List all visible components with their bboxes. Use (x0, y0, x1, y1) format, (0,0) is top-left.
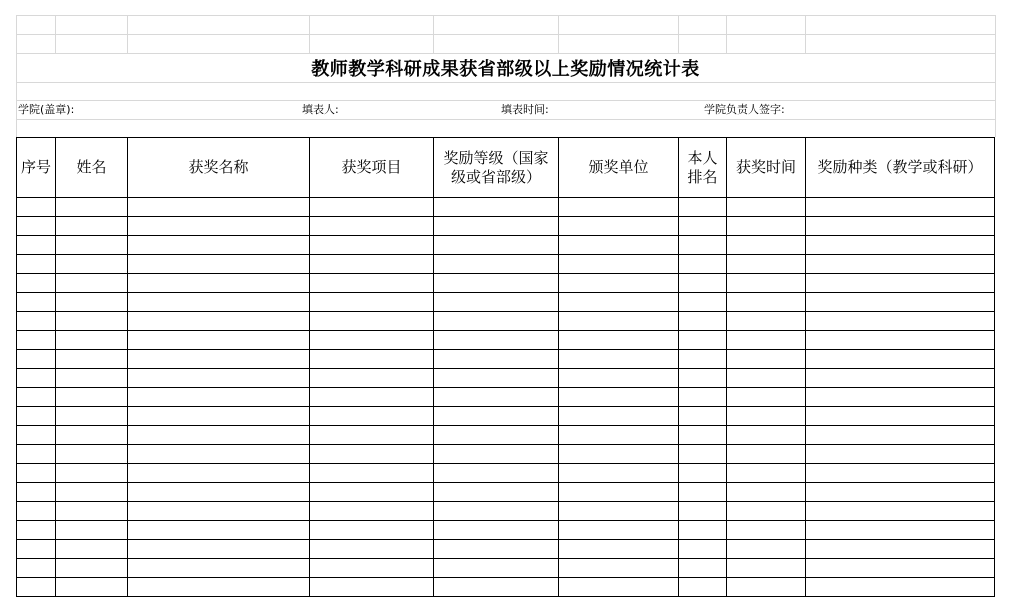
table-cell[interactable] (17, 483, 56, 502)
table-cell[interactable] (679, 312, 727, 331)
table-row (17, 540, 995, 559)
table-cell[interactable] (128, 312, 310, 331)
table-cell[interactable] (806, 236, 995, 255)
table-cell[interactable] (559, 388, 679, 407)
table-cell[interactable] (17, 578, 56, 597)
table-cell[interactable] (559, 521, 679, 540)
table-cell[interactable] (679, 445, 727, 464)
table-cell[interactable] (310, 502, 434, 521)
table-cell[interactable] (434, 559, 559, 578)
table-cell[interactable] (17, 293, 56, 312)
table-cell[interactable] (56, 426, 128, 445)
table-cell[interactable] (310, 540, 434, 559)
head-signature-label: 学院负责人签字: (704, 103, 785, 116)
table-cell[interactable] (310, 445, 434, 464)
table-cell[interactable] (56, 578, 128, 597)
table-cell[interactable] (679, 236, 727, 255)
table-cell[interactable] (559, 293, 679, 312)
table-cell[interactable] (679, 388, 727, 407)
table-cell[interactable] (17, 274, 56, 293)
college-seal-label: 学院(盖章): (18, 103, 75, 116)
table-cell[interactable] (806, 331, 995, 350)
table-cell[interactable] (679, 369, 727, 388)
table-cell[interactable] (727, 483, 806, 502)
table-cell[interactable] (128, 293, 310, 312)
table-cell[interactable] (559, 331, 679, 350)
table-cell[interactable] (434, 293, 559, 312)
table-cell[interactable] (559, 540, 679, 559)
table-cell[interactable] (128, 350, 310, 369)
table-cell[interactable] (806, 312, 995, 331)
table-cell[interactable] (727, 540, 806, 559)
table-cell[interactable] (56, 312, 128, 331)
table-cell[interactable] (56, 274, 128, 293)
table-cell[interactable] (559, 578, 679, 597)
table-cell[interactable] (17, 198, 56, 217)
table-cell[interactable] (310, 350, 434, 369)
table-row (17, 426, 995, 445)
table-cell[interactable] (17, 217, 56, 236)
table-cell[interactable] (727, 350, 806, 369)
table-cell[interactable] (727, 502, 806, 521)
table-row (17, 236, 995, 255)
table-row (17, 502, 995, 521)
table-cell[interactable] (806, 198, 995, 217)
table-cell[interactable] (128, 198, 310, 217)
table-cell[interactable] (727, 464, 806, 483)
table-cell[interactable] (727, 217, 806, 236)
table-cell[interactable] (806, 369, 995, 388)
table-cell[interactable] (56, 407, 128, 426)
table-cell[interactable] (727, 236, 806, 255)
gridline (558, 15, 559, 53)
table-cell[interactable] (310, 483, 434, 502)
table-cell[interactable] (434, 217, 559, 236)
table-cell[interactable] (128, 540, 310, 559)
table-cell[interactable] (56, 293, 128, 312)
col-header-name: 姓名 (56, 138, 128, 198)
gridline (309, 15, 310, 53)
gridline (433, 15, 434, 53)
table-cell[interactable] (727, 312, 806, 331)
table-cell[interactable] (679, 464, 727, 483)
table-cell[interactable] (679, 255, 727, 274)
table-row (17, 293, 995, 312)
table-cell[interactable] (434, 198, 559, 217)
table-cell[interactable] (679, 483, 727, 502)
table-cell[interactable] (679, 198, 727, 217)
table-cell[interactable] (17, 559, 56, 578)
table-cell[interactable] (310, 255, 434, 274)
table-cell[interactable] (559, 369, 679, 388)
table-cell[interactable] (310, 426, 434, 445)
table-cell[interactable] (56, 540, 128, 559)
table-cell[interactable] (806, 388, 995, 407)
filler-label: 填表人: (302, 103, 339, 116)
table-cell[interactable] (434, 426, 559, 445)
table-cell[interactable] (727, 274, 806, 293)
table-cell[interactable] (727, 521, 806, 540)
gridline (16, 119, 995, 120)
table-cell[interactable] (310, 274, 434, 293)
gridline (16, 34, 995, 35)
table-cell[interactable] (434, 274, 559, 293)
table-cell[interactable] (679, 407, 727, 426)
table-cell[interactable] (17, 350, 56, 369)
table-cell[interactable] (559, 255, 679, 274)
table-cell[interactable] (559, 274, 679, 293)
table-cell[interactable] (310, 578, 434, 597)
table-cell[interactable] (56, 236, 128, 255)
table-cell[interactable] (727, 578, 806, 597)
table-cell[interactable] (17, 331, 56, 350)
table-cell[interactable] (559, 236, 679, 255)
table-cell[interactable] (806, 274, 995, 293)
table-row (17, 407, 995, 426)
table-cell[interactable] (56, 350, 128, 369)
table-cell[interactable] (806, 217, 995, 236)
table-cell[interactable] (434, 369, 559, 388)
table-cell[interactable] (128, 255, 310, 274)
table-cell[interactable] (17, 464, 56, 483)
table-cell[interactable] (434, 502, 559, 521)
table-cell[interactable] (727, 559, 806, 578)
table-cell[interactable] (310, 521, 434, 540)
table-cell[interactable] (17, 236, 56, 255)
table-cell[interactable] (434, 464, 559, 483)
table-cell[interactable] (310, 236, 434, 255)
table-row (17, 350, 995, 369)
table-cell[interactable] (727, 426, 806, 445)
table-cell[interactable] (727, 255, 806, 274)
table-cell[interactable] (679, 559, 727, 578)
table-cell[interactable] (806, 483, 995, 502)
table-cell[interactable] (434, 312, 559, 331)
table-cell[interactable] (17, 388, 56, 407)
table-cell[interactable] (128, 388, 310, 407)
table-cell[interactable] (17, 312, 56, 331)
gridline (55, 15, 56, 53)
table-cell[interactable] (434, 521, 559, 540)
table-cell[interactable] (17, 502, 56, 521)
col-header-award-name: 获奖名称 (128, 138, 310, 198)
table-cell[interactable] (56, 331, 128, 350)
table-row (17, 274, 995, 293)
gridline (995, 15, 996, 137)
table-cell[interactable] (128, 521, 310, 540)
table-cell[interactable] (56, 502, 128, 521)
table-cell[interactable] (679, 217, 727, 236)
table-cell[interactable] (434, 255, 559, 274)
table-cell[interactable] (559, 350, 679, 369)
table-cell[interactable] (727, 293, 806, 312)
table-cell[interactable] (806, 578, 995, 597)
table-cell[interactable] (679, 502, 727, 521)
table-cell[interactable] (56, 521, 128, 540)
table-cell[interactable] (56, 198, 128, 217)
table-cell[interactable] (679, 293, 727, 312)
gridline (678, 15, 679, 53)
table-row (17, 483, 995, 502)
table-cell[interactable] (310, 293, 434, 312)
table-cell[interactable] (128, 331, 310, 350)
table-cell[interactable] (727, 407, 806, 426)
table-cell[interactable] (806, 445, 995, 464)
table-cell[interactable] (310, 198, 434, 217)
table-cell[interactable] (310, 559, 434, 578)
table-cell[interactable] (17, 445, 56, 464)
table-row (17, 578, 995, 597)
table-cell[interactable] (434, 331, 559, 350)
gridline (16, 82, 995, 83)
table-cell[interactable] (806, 407, 995, 426)
table-cell[interactable] (806, 521, 995, 540)
table-cell[interactable] (128, 578, 310, 597)
table-cell[interactable] (727, 445, 806, 464)
fill-time-label: 填表时间: (501, 103, 549, 116)
table-cell[interactable] (310, 388, 434, 407)
table-cell[interactable] (679, 540, 727, 559)
gridline (127, 15, 128, 53)
gridline (726, 15, 727, 53)
col-header-rank: 本人排名 (679, 138, 727, 198)
table-cell[interactable] (559, 445, 679, 464)
table-cell[interactable] (806, 559, 995, 578)
table-row (17, 255, 995, 274)
table-body (17, 198, 995, 597)
table-row (17, 331, 995, 350)
table-cell[interactable] (128, 426, 310, 445)
table-cell[interactable] (17, 540, 56, 559)
table-cell[interactable] (128, 407, 310, 426)
table-cell[interactable] (434, 407, 559, 426)
table-cell[interactable] (310, 312, 434, 331)
table-cell[interactable] (128, 502, 310, 521)
table-cell[interactable] (17, 369, 56, 388)
table-cell[interactable] (310, 217, 434, 236)
table-cell[interactable] (434, 445, 559, 464)
award-table (16, 137, 995, 597)
table-cell[interactable] (559, 217, 679, 236)
header-row (17, 138, 995, 198)
table-cell[interactable] (56, 464, 128, 483)
table-cell[interactable] (727, 198, 806, 217)
table-cell[interactable] (310, 407, 434, 426)
table-cell[interactable] (128, 369, 310, 388)
table-cell[interactable] (434, 350, 559, 369)
col-header-award-time: 获奖时间 (727, 138, 806, 198)
table-row (17, 198, 995, 217)
table-cell[interactable] (727, 369, 806, 388)
col-header-award-level: 奖励等级（国家级或省部级） (434, 138, 559, 198)
table-cell[interactable] (17, 521, 56, 540)
table-row (17, 559, 995, 578)
table-cell[interactable] (434, 388, 559, 407)
table-cell[interactable] (679, 331, 727, 350)
table-cell[interactable] (559, 483, 679, 502)
table-cell[interactable] (434, 578, 559, 597)
table-cell[interactable] (56, 445, 128, 464)
col-header-index: 序号 (17, 138, 56, 198)
table-cell[interactable] (559, 502, 679, 521)
table-row (17, 464, 995, 483)
table-cell[interactable] (727, 331, 806, 350)
table-cell[interactable] (128, 559, 310, 578)
table-cell[interactable] (679, 578, 727, 597)
table-cell[interactable] (17, 255, 56, 274)
sheet-title: 教师教学科研成果获省部级以上奖励情况统计表 (311, 59, 700, 80)
table-cell[interactable] (559, 198, 679, 217)
table-cell[interactable] (56, 255, 128, 274)
gridline (805, 15, 806, 53)
table-cell[interactable] (559, 312, 679, 331)
table-cell[interactable] (806, 255, 995, 274)
table-cell[interactable] (128, 483, 310, 502)
col-header-award-type: 奖励种类（教学或科研） (806, 138, 995, 198)
col-header-award-project: 获奖项目 (310, 138, 434, 198)
table-cell[interactable] (806, 464, 995, 483)
table-cell[interactable] (128, 274, 310, 293)
table-cell[interactable] (434, 540, 559, 559)
table-cell[interactable] (679, 521, 727, 540)
table-cell[interactable] (434, 483, 559, 502)
table-cell[interactable] (310, 331, 434, 350)
table-cell[interactable] (806, 293, 995, 312)
table-cell[interactable] (56, 483, 128, 502)
table-cell[interactable] (559, 559, 679, 578)
table-cell[interactable] (17, 407, 56, 426)
table-cell[interactable] (56, 388, 128, 407)
table-row (17, 445, 995, 464)
table-cell[interactable] (434, 236, 559, 255)
table-cell[interactable] (310, 464, 434, 483)
table-row (17, 388, 995, 407)
table-cell[interactable] (679, 426, 727, 445)
table-cell[interactable] (727, 388, 806, 407)
table-cell[interactable] (128, 464, 310, 483)
table-cell[interactable] (56, 217, 128, 236)
table-row (17, 521, 995, 540)
table-cell[interactable] (679, 350, 727, 369)
col-header-issuer: 颁奖单位 (559, 138, 679, 198)
table-cell[interactable] (679, 274, 727, 293)
table-cell[interactable] (128, 217, 310, 236)
table-cell[interactable] (559, 464, 679, 483)
table-cell[interactable] (806, 426, 995, 445)
table-cell[interactable] (559, 426, 679, 445)
table-cell[interactable] (128, 236, 310, 255)
table-cell[interactable] (806, 350, 995, 369)
table-row (17, 312, 995, 331)
table-cell[interactable] (56, 559, 128, 578)
table-cell[interactable] (559, 407, 679, 426)
table-cell[interactable] (310, 369, 434, 388)
table-cell[interactable] (56, 369, 128, 388)
table-row (17, 217, 995, 236)
table-cell[interactable] (128, 445, 310, 464)
table-cell[interactable] (806, 540, 995, 559)
table-cell[interactable] (17, 426, 56, 445)
table-row (17, 369, 995, 388)
gridline (16, 15, 995, 16)
table-cell[interactable] (806, 502, 995, 521)
